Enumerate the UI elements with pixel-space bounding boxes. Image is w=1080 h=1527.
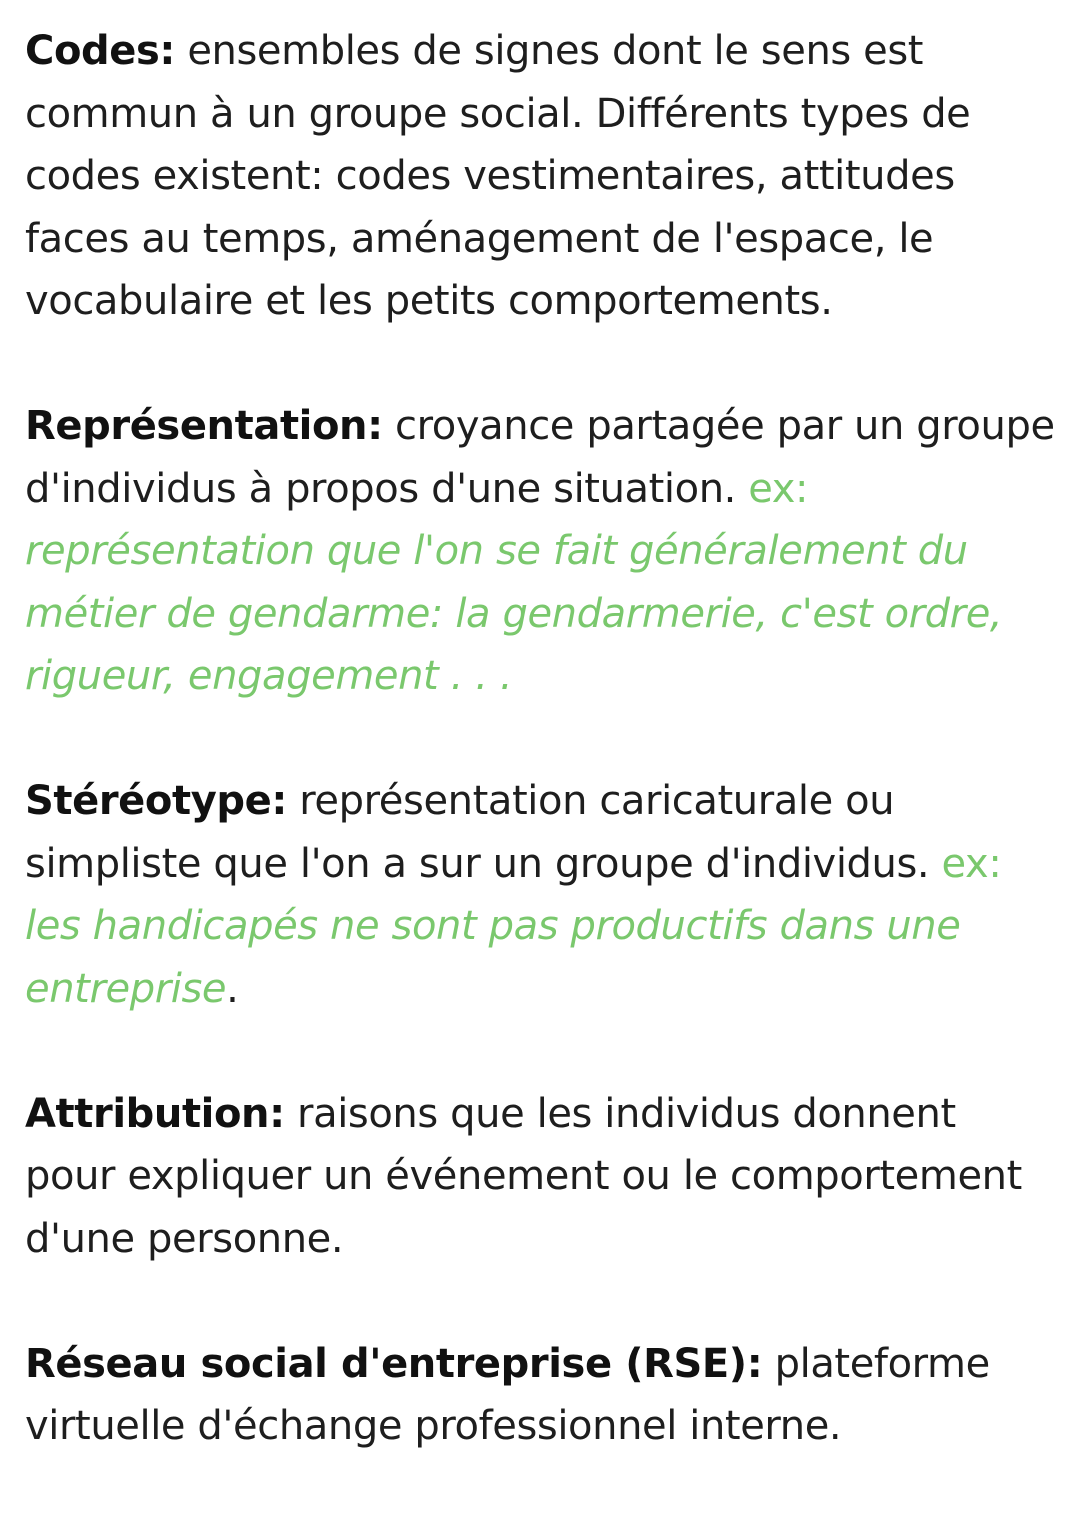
term-codes: Codes: xyxy=(25,28,176,74)
term-attribution: Attribution: xyxy=(25,1090,285,1137)
term-rse: Réseau social d'entreprise (RSE): xyxy=(25,1340,763,1387)
document-page xyxy=(25,20,1055,1520)
definition-codes-text: ensembles de signes dont le sens est commun à un groupe social. Différents types de codes existent: codes vestimentaires, attitudes faces au temps, aménagement de l'espace, le vocabulaire et les petits comportements. xyxy=(25,28,971,324)
definition-representation xyxy=(25,395,1055,708)
example-stereotype: les handicapés ne sont pas productifs dans une entreprise xyxy=(25,903,961,1012)
definition-rse xyxy=(25,1333,1055,1458)
definition-rse-text: plateforme virtuelle d'échange professionnel interne. xyxy=(25,1340,990,1449)
definition-codes xyxy=(25,20,1055,333)
example-representation: représentation que l'on se fait généralement du métier de gendarme: la gendarmerie, c'est ordre, rigueur, engagement . . . xyxy=(25,528,1003,699)
definition-attribution-text: raisons que les individus donnent pour expliquer un événement ou le comportement d'une personne. xyxy=(25,1090,1022,1262)
term-representation: Représentation: xyxy=(25,403,383,449)
definition-attribution xyxy=(25,1083,1055,1271)
example-prefix-stereotype: ex: xyxy=(941,840,1002,887)
term-stereotype: Stéréotype: xyxy=(25,778,287,824)
definition-representation-text: croyance partagée par un groupe d'individus à propos d'une situation. xyxy=(25,403,1055,512)
example-prefix-representation: ex: xyxy=(748,465,809,512)
definition-stereotype xyxy=(25,770,1055,1020)
example-suffix-stereotype: . xyxy=(226,965,239,1012)
definition-stereotype-text: représentation caricaturale ou simpliste que l'on a sur un groupe d'individus. xyxy=(25,778,942,887)
